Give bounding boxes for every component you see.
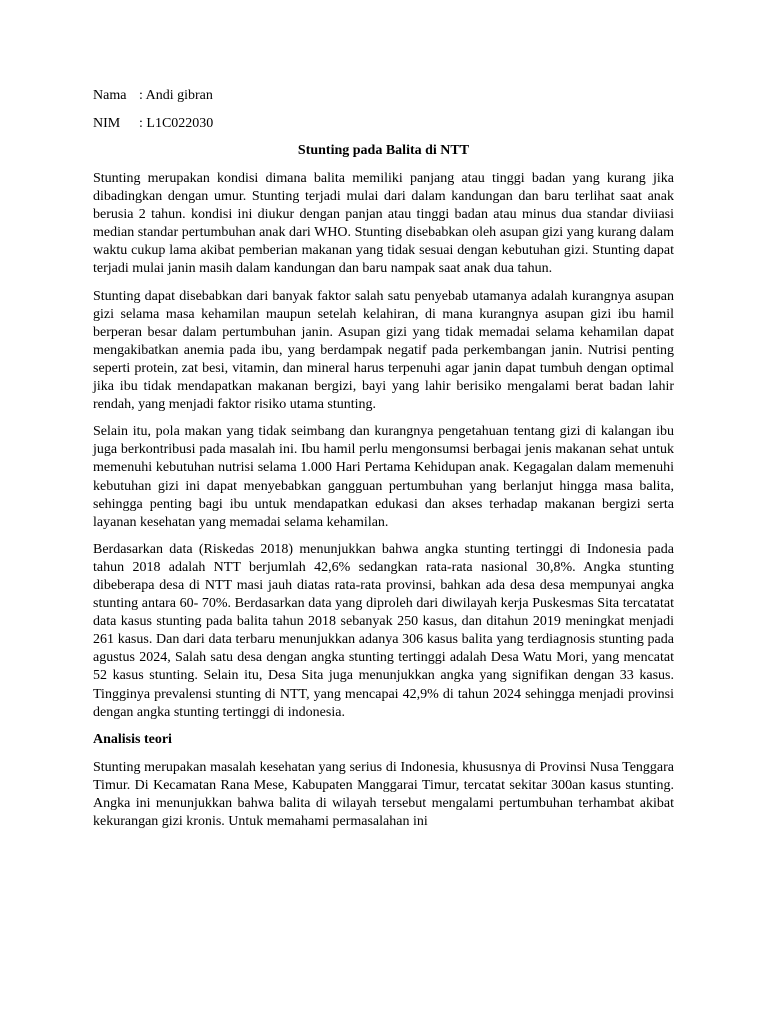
paragraph-definition: Stunting merupakan kondisi dimana balita memiliki panjang atau tinggi badan yang kurang jika dibadingkan dengan umur. Stunting terjadi mulai dari dalam kandungan dan baru terlihat saat anak berusia 2 tahun. kondisi ini diukur dengan panjan atau tinggi badan atau minus dua standar diviiasi median standar pertumbuhan anak dari WHO. Stunting disebabkan oleh asupan gizi yang kurang dalam waktu cukup lama akibat pemberian makanan yang tidak sesuai dengan kebutuhan gizi. Stunting dapat terjadi mulai janin masih dalam kandungan dan baru nampak saat anak dua tahun. <box>93 171 674 277</box>
paragraph-causes: Stunting dapat disebabkan dari banyak faktor salah satu penyebab utamanya adalah kurangnya asupan gizi selama masa kehamilan maupun setelah kelahiran, di mana kurangnya asupan gizi ibu hamil berperan besar dalam pertumbuhan janin. Asupan gizi yang tidak memadai selama kehamilan dapat mengakibatkan anemia pada ibu, yang berdampak negatif pada perkembangan janin. Nutrisi penting seperti protein, zat besi, vitamin, dan mineral harus terpenuhi agar janin dapat tumbuh dengan optimal jika ibu tidak mendapatkan makanan bergizi, bayi yang lahir berisiko mengalami berat badan lahir rendah, yang menjadi faktor risiko utama stunting. <box>93 288 674 413</box>
nim-line <box>93 115 674 133</box>
document-title: Stunting pada Balita di NTT <box>297 143 470 158</box>
paragraph-analysis: Stunting merupakan masalah kesehatan yang serius di Indonesia, khususnya di Provinsi Nusa Tenggara Timur. Di Kecamatan Rana Mese, Kabupaten Manggarai Timur, tercatat sekitar 300an kasus stunting. Angka ini menunjukkan bahwa balita di wilayah tersebut mengalami pertumbuhan terhambat akibat kekurangan gizi kronis. Untuk memahami permasalahan ini <box>93 759 674 829</box>
name-label: Nama <box>93 88 127 103</box>
name-value: : Andi gibran <box>139 88 213 103</box>
nim-label: NIM <box>93 116 121 131</box>
paragraph-diet: Selain itu, pola makan yang tidak seimbang dan kurangnya pengetahuan tentang gizi di kalangan ibu juga berkontribusi pada masalah ini. Ibu hamil perlu mengonsumsi berbagai jenis makanan sehat untuk memenuhi kebutuhan nutrisi selama 1.000 Hari Pertama Kehidupan anak. Kegagalan dalam memenuhi kebutuhan gizi ini dapat menyebabkan gangguan pertumbuhan yang berlanjut hingga masa balita, sehingga penting bagi ibu untuk mendapatkan edukasi dan akses terhadap makanan bergizi serta layanan kesehatan yang memadai selama kehamilan. <box>93 424 674 530</box>
nim-value: : L1C022030 <box>139 116 214 131</box>
name-line <box>93 87 674 105</box>
section-heading: Analisis teori <box>93 731 172 747</box>
document-body <box>93 87 674 840</box>
paragraph-data: Berdasarkan data (Riskedas 2018) menunjukkan bahwa angka stunting tertinggi di Indonesia pada tahun 2018 adalah NTT berjumlah 42,6% sedangkan rata-rata nasional 30,8%. Angka stunting dibeberapa desa di NTT masi jauh diatas rata-rata provinsi, bahkan ada desa desa mempunyai angka stunting antara 60- 70%. Berdasarkan data yang diproleh dari diwilayah kerja Puskesmas Sita tercatatat data kasus stunting pada balita tahun 2018 sebanyak 250 kasus, dan ditahun 2019 meningkat menjadi 261 kasus. Dan dari data terbaru menunjukkan adanya 306 kasus balita yang terdiagnosis stunting pada agustus 2024, Salah satu desa dengan angka stunting tertinggi adalah Desa Watu Mori, yang mencatat 52 kasus stunting. Selain itu, Desa Sita juga menunjukkan angka yang signifikan dengan 33 kasus. Tingginya prevalensi stunting di NTT, yang mencapai 42,9% di tahun 2024 sehingga menjadi provinsi dengan angka stunting tertinggi di indonesia. <box>93 541 674 720</box>
